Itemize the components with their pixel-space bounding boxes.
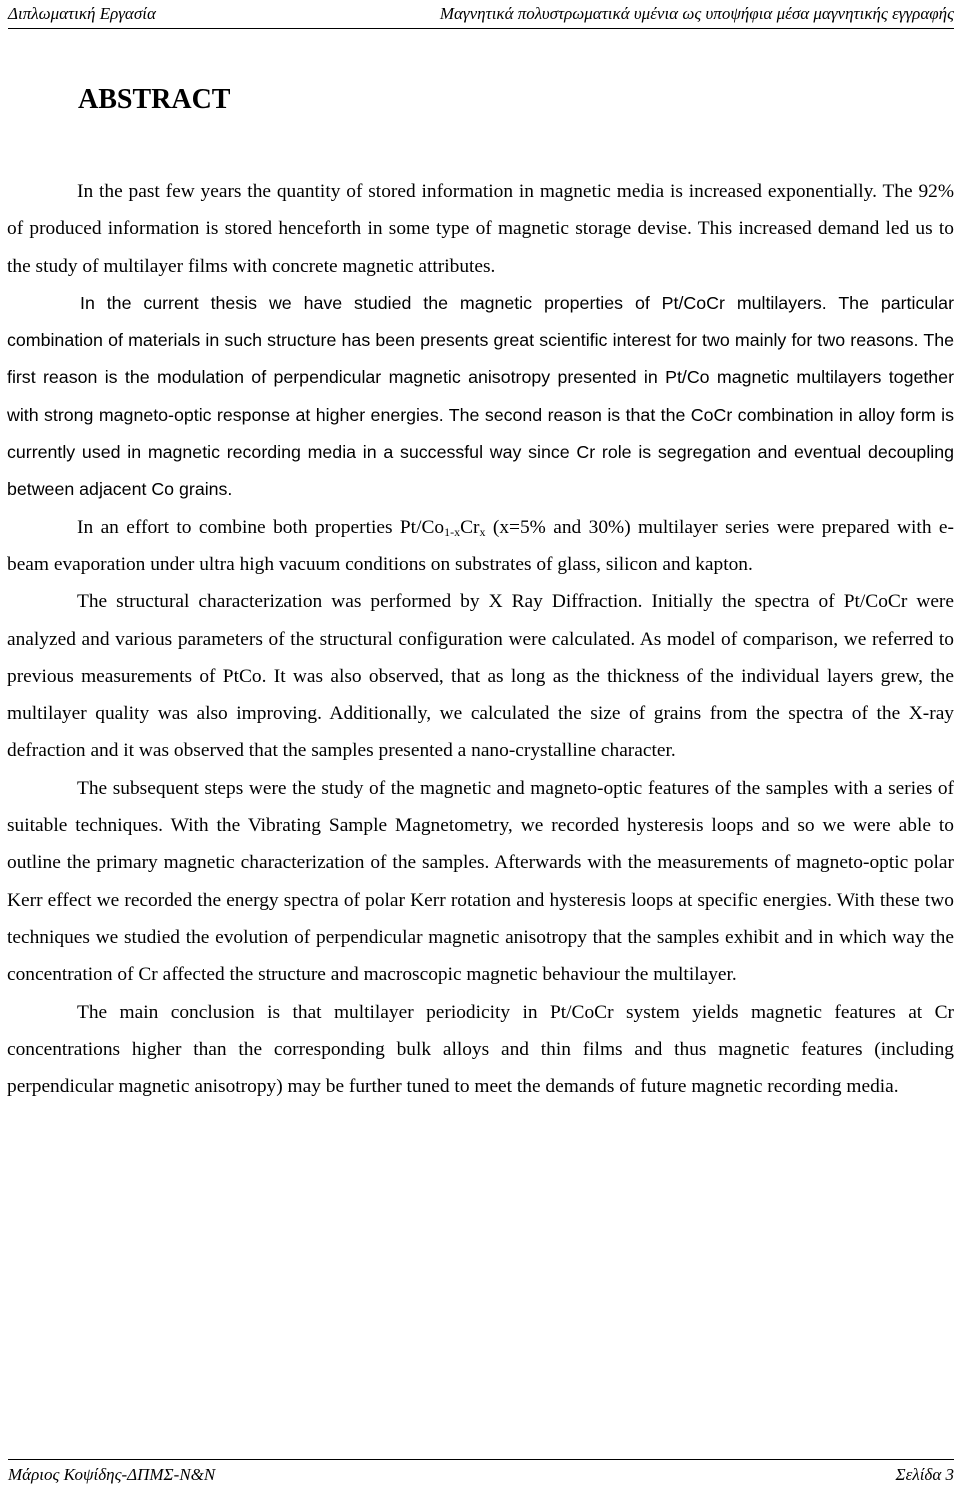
paragraph-magnetic-characterization: The subsequent steps were the study of the magnetic and magneto-optic features of the samples with a series of suitable techniques. With the Vibrating Sample Magnetometry, we recorded hysteresis loops and so we were able to outline the primary magnetic characterization of the samples. Afterwards with the measurements of magneto-optic polar Kerr effect we recorded the energy spectra of polar Kerr rotation and hysteresis loops at specific energies. With these two techniques we studied the evolution of perpendicular magnetic anisotropy that the samples exhibit and in which way the concentration of Cr affected the structure and macroscopic magnetic behaviour the multilayer. xyxy=(7,777,954,986)
p3-text-mid: Cr xyxy=(460,516,480,538)
p3-subscript-2: x xyxy=(479,524,486,539)
paragraph-sample-preparation xyxy=(7,509,954,584)
header-document-type: Διπλωματική Εργασία xyxy=(8,4,156,23)
abstract-heading: ABSTRACT xyxy=(78,84,231,115)
p3-text-after: (x=5% and 30%) multilayer series were prepared with e-beam evaporation under ultra high vacuum conditions on substrates of glass, silicon and kapton. xyxy=(7,516,954,575)
header-thesis-title: Μαγνητικά πολυστρωματικά υμένια ως υποψήφια μέσα μαγνητικής εγγραφής xyxy=(439,4,954,23)
footer-page-number: Σελίδα 3 xyxy=(895,1465,954,1484)
p3-text-before: In an effort to combine both properties Pt/Co xyxy=(77,516,445,538)
footer-author: Μάριος Κοψίδης-ΔΠΜΣ-Ν&Ν xyxy=(8,1465,216,1484)
paragraph-structural-characterization: The structural characterization was performed by X Ray Diffraction. Initially the spectra of Pt/CoCr were analyzed and various parameters of the structural configuration were calculated. As model of comparison, we referred to previous measurements of PtCo. It was also observed, that as long as the thickness of the individual layers grew, the multilayer quality was also improving. Additionally, we calculated the size of grains from the spectra of the X-ray defraction and it was observed that the samples presented a nano-crystalline character. xyxy=(7,591,954,762)
page-header xyxy=(8,4,954,29)
page-footer xyxy=(8,1459,954,1486)
p3-subscript-1: 1-x xyxy=(444,524,461,539)
paragraph-intro: In the past few years the quantity of stored information in magnetic media is increased exponentially. The 92% of produced information is stored henceforth in some type of magnetic storage devise. This increased demand led us to the study of multilayer films with concrete magnetic attributes. xyxy=(7,181,954,277)
paragraph-thesis-scope: In the current thesis we have studied the magnetic properties of Pt/CoCr multilayers. The particular combination of materials in such structure has been presents great scientific interest for two mainly for two reasons. The first reason is the modulation of perpendicular magnetic anisotropy presented in Pt/Co magnetic multilayers together with strong magneto-optic response at higher energies. The second reason is that the CoCr combination in alloy form is currently used in magnetic recording media in a successful way since Cr role is segregation and eventual decoupling between adjacent Co grains. xyxy=(7,292,954,500)
abstract-body xyxy=(7,173,954,1105)
paragraph-conclusion: The main conclusion is that multilayer periodicity in Pt/CoCr system yields magnetic features at Cr concentrations higher than the corresponding bulk alloys and thin films and thus magnetic features (including perpendicular magnetic anisotropy) may be further tuned to meet the demands of future magnetic recording media. xyxy=(7,1001,954,1098)
